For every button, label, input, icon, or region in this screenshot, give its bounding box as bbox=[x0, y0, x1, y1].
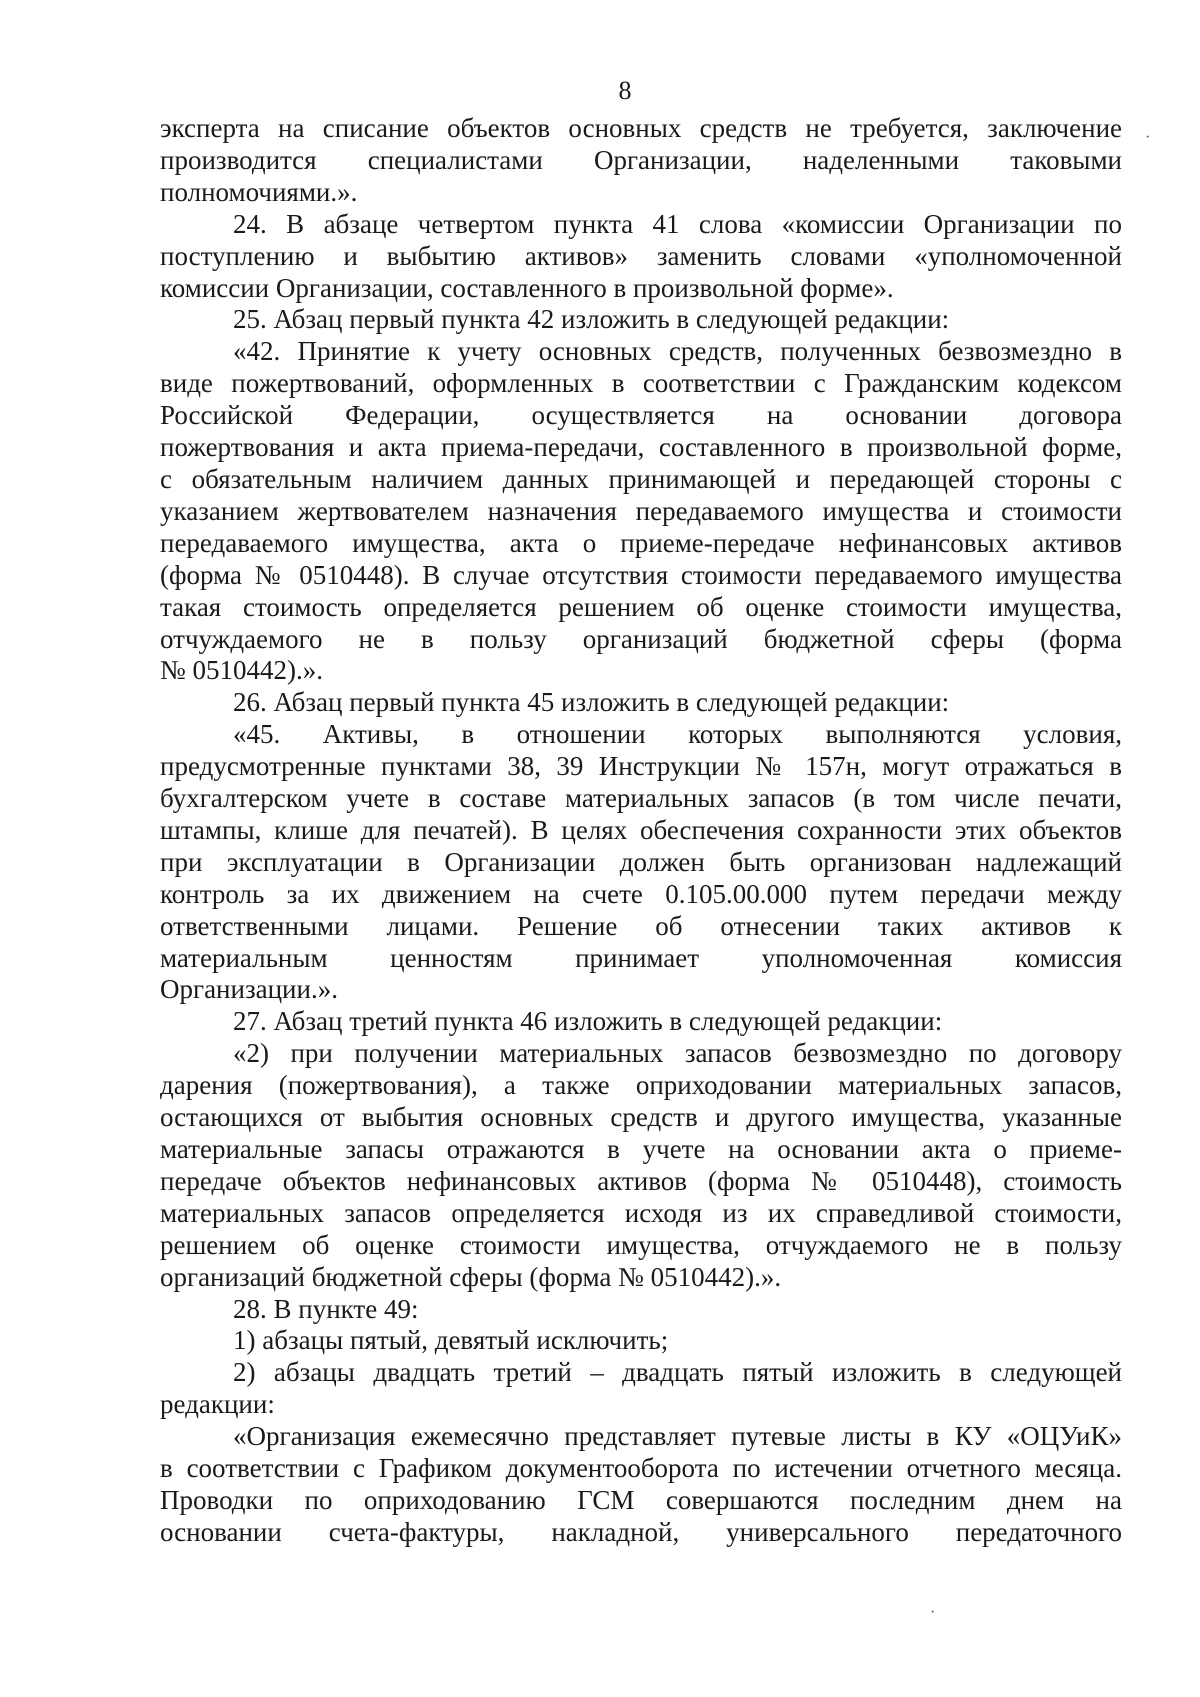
text-line: пожертвования и акта приема-передачи, составленного в произвольной форме, bbox=[160, 432, 1122, 463]
text-line: контроль за их движением на счете 0.105.00.000 путем передачи между bbox=[160, 878, 1122, 909]
text-line: отчуждаемого не в пользу организаций бюджетной сферы (форма bbox=[160, 623, 1122, 654]
text-line: остающихся от выбытия основных средств и другого имущества, указанные bbox=[160, 1102, 1122, 1133]
text-line: эксперта на списание объектов основных средств не требуется, заключение bbox=[160, 113, 1122, 143]
text-line: 24. В абзаце четвертом пункта 41 слова «комиссии Организации по bbox=[233, 208, 1122, 239]
scan-speck: · bbox=[1145, 129, 1151, 146]
text-line: 25. Абзац первый пункта 42 изложить в следующей редакции: bbox=[233, 304, 950, 335]
text-line: «45. Активы, в отношении которых выполняются условия, bbox=[233, 719, 1122, 750]
text-line: с обязательным наличием данных принимающей и передающей стороны с bbox=[160, 463, 1122, 494]
text-line: дарения (пожертвования), а также оприходовании материальных запасов, bbox=[160, 1070, 1122, 1101]
text-line: виде пожертвований, оформленных в соответствии с Гражданским кодексом bbox=[160, 368, 1122, 399]
text-line: «42. Принятие к учету основных средств, полученных безвозмездно в bbox=[233, 336, 1122, 367]
text-line: предусмотренные пунктами 38, 39 Инструкции № 157н, могут отражаться в bbox=[160, 751, 1122, 782]
text-line: № 0510442).». bbox=[160, 655, 324, 686]
text-line: передаче объектов нефинансовых активов (форма № 0510448), стоимость bbox=[160, 1165, 1122, 1196]
scan-speck: · bbox=[930, 1604, 936, 1621]
text-line: решением об оценке стоимости имущества, отчуждаемого не в пользу bbox=[160, 1229, 1122, 1260]
text-line: основании счета-фактуры, накладной, универсального передаточного bbox=[160, 1516, 1122, 1547]
page-number: 8 bbox=[618, 76, 632, 105]
text-line: материальных запасов определяется исходя из их справедливой стоимости, bbox=[160, 1197, 1122, 1228]
text-line: материальные запасы отражаются в учете на основании акта о приеме- bbox=[160, 1134, 1122, 1164]
body-text bbox=[160, 113, 1122, 1549]
text-line: в соответствии с Графиком документооборота по истечении отчетного месяца. bbox=[160, 1453, 1122, 1484]
text-line: (форма № 0510448). В случае отсутствия стоимости передаваемого имущества bbox=[160, 559, 1122, 590]
text-line: комиссии Организации, составленного в произвольной форме». bbox=[160, 272, 894, 303]
text-line: 27. Абзац третий пункта 46 изложить в следующей редакции: bbox=[233, 1006, 943, 1037]
text-line: 28. В пункте 49: bbox=[233, 1293, 419, 1324]
text-line: редакции: bbox=[160, 1389, 275, 1420]
text-line: поступлению и выбытию активов» заменить словами «уполномоченной bbox=[160, 240, 1122, 271]
text-line: бухгалтерском учете в составе материальных запасов (в том числе печати, bbox=[160, 783, 1122, 814]
text-line: указанием жертвователем назначения передаваемого имущества и стоимости bbox=[160, 495, 1122, 526]
text-line: 26. Абзац первый пункта 45 изложить в следующей редакции: bbox=[233, 687, 950, 718]
text-line: «2) при получении материальных запасов безвозмездно по договору bbox=[233, 1038, 1122, 1069]
text-line: при эксплуатации в Организации должен быть организован надлежащий bbox=[160, 846, 1122, 877]
text-line: Проводки по оприходованию ГСМ совершаются последним днем на bbox=[160, 1484, 1122, 1515]
text-line: организаций бюджетной сферы (форма № 0510442).». bbox=[160, 1261, 782, 1292]
text-line: такая стоимость определяется решением об оценке стоимости имущества, bbox=[160, 591, 1122, 622]
text-line: 2) абзацы двадцать третий – двадцать пятый изложить в следующей bbox=[233, 1357, 1122, 1388]
text-line: Российской Федерации, осуществляется на основании договора bbox=[160, 400, 1122, 431]
text-line: «Организация ежемесячно представляет путевые листы в КУ «ОЦУиК» bbox=[233, 1421, 1122, 1452]
text-line: производится специалистами Организации, наделенными таковыми bbox=[160, 144, 1122, 175]
text-line: полномочиями.». bbox=[160, 176, 358, 207]
text-line: Организации.». bbox=[160, 974, 338, 1005]
text-line: штампы, клише для печатей). В целях обеспечения сохранности этих объектов bbox=[160, 814, 1122, 845]
text-line: 1) абзацы пятый, девятый исключить; bbox=[233, 1325, 669, 1356]
text-line: передаваемого имущества, акта о приеме-передаче нефинансовых активов bbox=[160, 527, 1122, 558]
text-line: материальным ценностям принимает уполномоченная комиссия bbox=[160, 942, 1122, 973]
text-line: ответственными лицами. Решение об отнесении таких активов к bbox=[160, 910, 1122, 941]
